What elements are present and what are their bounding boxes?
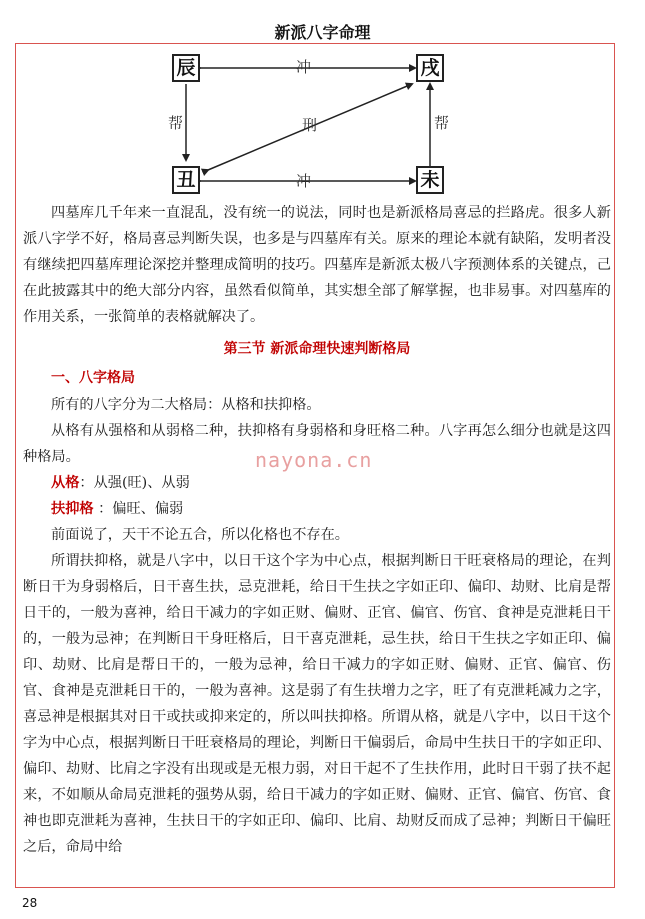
label-top-clash: 冲 — [296, 58, 312, 76]
term-fuyige-text: ：偏旺、偏弱 — [93, 501, 184, 517]
intro-paragraph: 四墓库几千年来一直混乱，没有统一的说法，同时也是新派格局喜忌的拦路虎。很多人新派八字学不好，格局喜忌判断失误，也多是与四墓库有关。原来的理论本就有缺陷，发明者没有继续把四墓库理论深挖并整理成简明的技巧。四墓库是新派太极八字预测体系的关键点，己在此披露其中的绝大部分内容，虽然看似简单，其实想全部了解掌握，也非易事。对四墓库的作用关系，一张简单的表格就解决了。 — [23, 205, 611, 325]
watermark: nayona.cn — [255, 448, 373, 472]
term-congge: 从格 — [51, 475, 80, 491]
page-number: 28 — [22, 896, 38, 910]
branch-chen: 辰 — [172, 54, 200, 82]
term-line-fuyige — [23, 496, 611, 522]
term-line-congge — [23, 470, 611, 496]
label-punish: 刑 — [302, 116, 318, 134]
paragraph-4: 所谓扶抑格，就是八字中，以日干这个字为中心点，根据判断日干旺衰格局的理论，在判断日干为身弱格后，日干喜生扶，忌克泄耗，给日干生扶之字如正印、偏印、劫财、比肩是帮日干的，一般为喜神，给日干减力的字如正财、偏财、正官、偏官、伤官、食神是克泄耗日干的，一般为忌神；在判断日干身旺格后，日干喜克泄耗，忌生扶，给日干生扶之字如正印、偏印、劫财、比肩是帮日干的，一般为忌神，给日干减力的字如正财、偏财、正官、偏官、伤官、食神是克泄耗日干的，一般为喜神。这是弱了有生扶增力之字，旺了有克泄耗减力之字，喜忌神是根据其对日干或扶或抑来定的，所以叫扶抑格。所谓从格，就是八字中，以日干这个字为中心点，根据判断日干旺衰格局的理论，判断日干偏弱后，命局中生扶日干的字如正印、偏印、劫财、比肩之字没有出现或是无根力弱，对日干起不了生扶作用，此时日干弱了扶不起来，不如顺从命局克泄耗的强势从弱，给日干减力的字如正财、偏财、正官、偏官、伤官、食神也即克泄耗为喜神，生扶日干的字如正印、偏印、比肩、劫财反而成了忌神；判断日干偏旺之后，命局中给 — [23, 553, 611, 855]
subsection-title: 一、八字格局 — [51, 370, 135, 386]
branch-wei: 未 — [416, 166, 444, 194]
paragraph-2: 从格有从强格和从弱格二种，扶抑格有身弱格和身旺格二种。八字再怎么细分也就是这四种格局。 — [23, 423, 611, 465]
label-bottom-clash: 冲 — [296, 172, 312, 190]
four-tombs-diagram — [150, 48, 460, 198]
label-left-help: 帮 — [168, 114, 184, 132]
section-title: 第三节 新派命理快速判断格局 — [223, 341, 411, 357]
label-right-help: 帮 — [434, 114, 450, 132]
paragraph-3: 前面说了，天干不论五合，所以化格也不存在。 — [51, 527, 349, 543]
paragraph-1: 所有的八字分为二大格局：从格和扶抑格。 — [51, 397, 321, 413]
branch-chou: 丑 — [172, 166, 200, 194]
main-content — [23, 200, 611, 860]
branch-xu: 戌 — [416, 54, 444, 82]
page-title: 新派八字命理 — [274, 23, 371, 42]
term-fuyige: 扶抑格 — [51, 501, 94, 517]
term-congge-text: ：从强(旺)、从弱 — [79, 475, 190, 491]
